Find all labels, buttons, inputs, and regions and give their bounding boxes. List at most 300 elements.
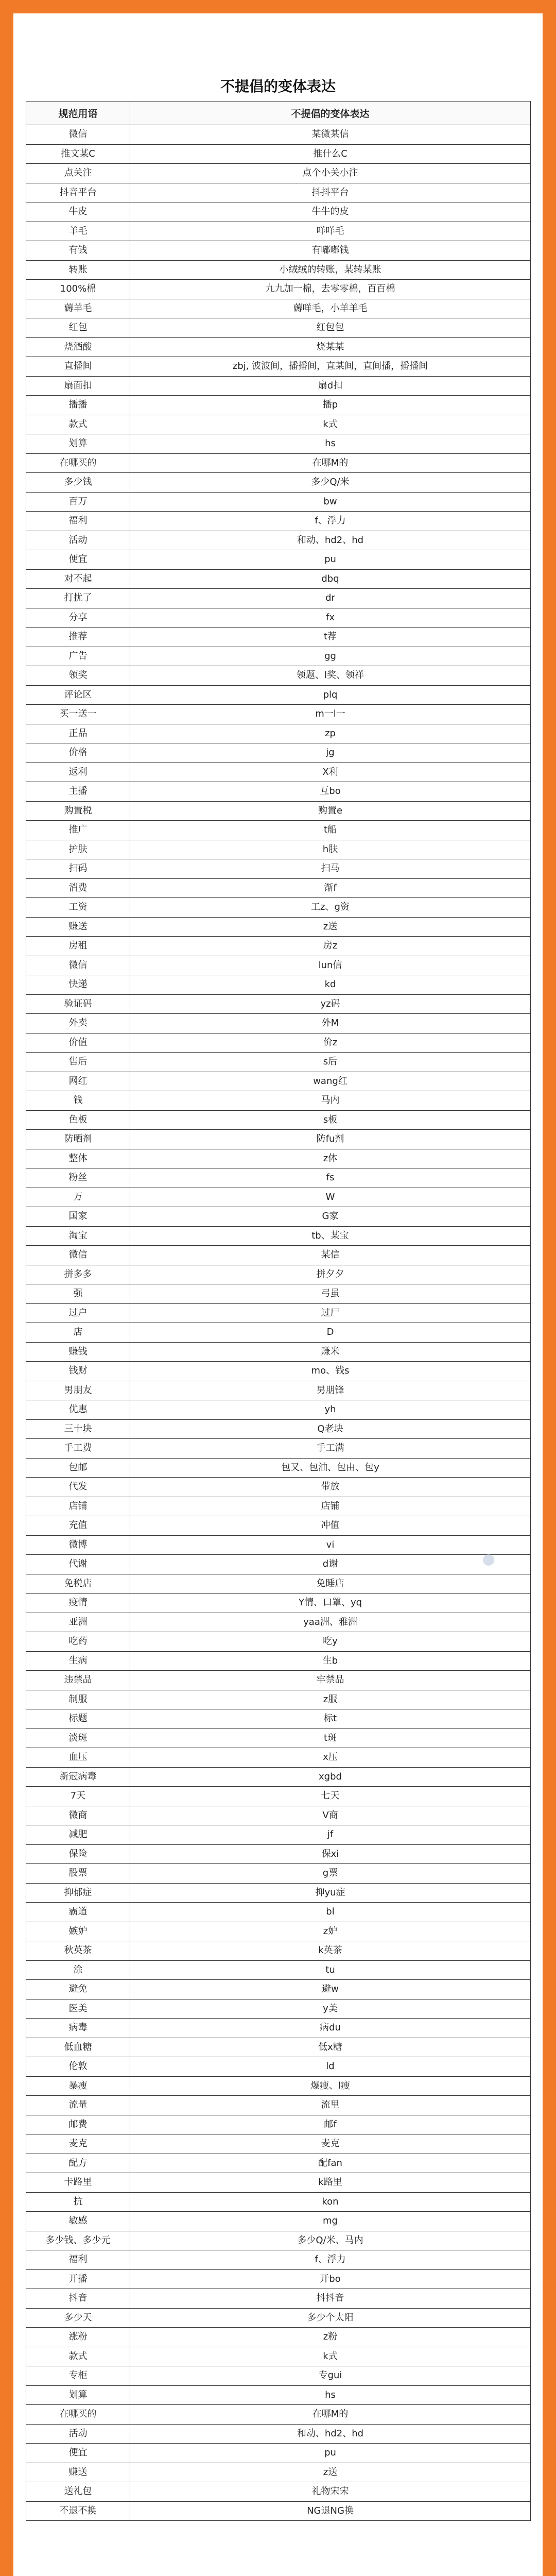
table-row [26,2463,531,2482]
table-row [26,1497,531,1516]
table-row [26,782,531,802]
table-row [26,685,531,705]
table-row [26,917,531,937]
standard-term-cell: 卡路里 [26,2173,130,2193]
standard-term-cell: 款式 [26,2347,130,2366]
standard-term-cell: 福利 [26,2250,130,2270]
table-row [26,415,531,434]
standard-term-cell: 避免 [26,1980,130,1999]
table-header-row [26,101,531,125]
variant-expression-cell: 互bo [130,782,531,802]
variant-expression-cell: mg [130,2212,531,2231]
variant-expression-cell: 有嘟嘟钱 [130,241,531,261]
standard-term-cell: 抖音平台 [26,183,130,202]
table-row [26,2212,531,2231]
variant-expression-cell: 和动、hd2、hd [130,531,531,550]
table-row [26,1265,531,1284]
standard-term-cell: 买一送一 [26,705,130,724]
standard-term-cell: 微博 [26,1535,130,1555]
variant-expression-cell: 生b [130,1651,531,1671]
variant-expression-cell: y美 [130,1999,531,2019]
variant-expression-cell: 多少个太阳 [130,2308,531,2328]
table-row [26,357,531,377]
standard-term-cell: 护肤 [26,840,130,859]
table-row [26,299,531,318]
variant-expression-cell: 牛牛的皮 [130,202,531,222]
table-row [26,492,531,512]
variant-expression-cell: 店铺 [130,1497,531,1516]
table-row [26,666,531,686]
standard-term-cell: 医美 [26,1999,130,2019]
standard-term-cell: 在哪买的 [26,453,130,473]
table-row [26,1574,531,1594]
table-row [26,724,531,743]
standard-term-cell: 福利 [26,512,130,531]
standard-term-cell: 羊毛 [26,222,130,241]
standard-term-cell: 推广 [26,821,130,840]
standard-term-cell: 房租 [26,937,130,956]
table-row [26,241,531,261]
variant-expression-cell: bl [130,1903,531,1922]
standard-term-cell: 代谢 [26,1555,130,1574]
table-row [26,1787,531,1806]
standard-term-cell: 微信 [26,956,130,975]
variant-expression-cell: f、浮力 [130,512,531,531]
table-row [26,1632,531,1652]
variant-expression-cell: 多少Q/米 [130,473,531,493]
variant-expression-cell: 标t [130,1709,531,1729]
variant-expression-cell: 购置e [130,801,531,821]
side-watermark [483,1554,523,1566]
variant-expression-cell: 冲值 [130,1516,531,1536]
variant-expression-cell: dr [130,589,531,608]
variant-expression-cell: tb、某宝 [130,1226,531,1246]
standard-term-cell: 充值 [26,1516,130,1536]
variant-expression-cell: 避w [130,1980,531,1999]
standard-term-cell: 评论区 [26,685,130,705]
standard-term-cell: 抖音 [26,2289,130,2309]
table-row [26,1246,531,1265]
table-row [26,1091,531,1111]
variant-expression-cell: f、浮力 [130,2250,531,2270]
table-row [26,1072,531,1091]
variant-expression-cell: 抑yu症 [130,1883,531,1903]
standard-term-cell: 暴瘦 [26,2076,130,2096]
table-row [26,1864,531,1884]
standard-term-cell: 多少钱 [26,473,130,493]
table-row [26,840,531,859]
standard-term-cell: 亚洲 [26,1613,130,1632]
variant-expression-cell: 赚米 [130,1342,531,1362]
table-row [26,743,531,763]
variant-expression-cell: z体 [130,1149,531,1168]
standard-term-cell: 色板 [26,1110,130,1130]
table-row [26,2385,531,2405]
standard-term-cell: 涂 [26,1960,130,1980]
table-row [26,1651,531,1671]
table-row [26,473,531,493]
table-row [26,2444,531,2463]
standard-term-cell: 薅羊毛 [26,299,130,318]
table-row [26,2038,531,2057]
standard-term-cell: 店 [26,1323,130,1343]
table-row [26,396,531,415]
table-row [26,144,531,164]
variant-expression-cell: 抖抖平台 [130,183,531,202]
table-row [26,821,531,840]
variant-expression-cell: jg [130,743,531,763]
standard-term-cell: 赚送 [26,2463,130,2482]
variant-expression-cell: 在哪M的 [130,2405,531,2425]
table-row [26,550,531,570]
table-row [26,1999,531,2019]
standard-term-cell: 霸道 [26,1903,130,1922]
standard-term-cell: 售后 [26,1053,130,1072]
standard-term-cell: 推荐 [26,628,130,647]
table-row [26,1613,531,1632]
table-row [26,705,531,724]
table-body [26,125,531,2521]
variant-expression-cell: G家 [130,1207,531,1227]
variant-expression-cell: 流里 [130,2096,531,2115]
variant-expression-cell: 价z [130,1033,531,1053]
standard-term-cell: 网红 [26,1072,130,1091]
table-row [26,1130,531,1149]
variant-expression-cell: 播p [130,396,531,415]
variant-expression-cell: tu [130,1960,531,1980]
standard-term-cell: 外卖 [26,1014,130,1033]
standard-term-cell: 麦克 [26,2134,130,2154]
variant-expression-cell: 某信 [130,1246,531,1265]
standard-term-cell: 嫉妒 [26,1922,130,1941]
standard-term-cell: 专柜 [26,2366,130,2386]
table-row [26,1342,531,1362]
variant-expression-cell: 房z [130,937,531,956]
variant-expression-cell: W [130,1188,531,1207]
standard-term-cell: 直播间 [26,357,130,377]
table-row [26,376,531,396]
standard-term-cell: 扫码 [26,859,130,879]
table-row [26,183,531,202]
variant-expression-cell: 扇d扣 [130,376,531,396]
standard-term-cell: 划算 [26,2385,130,2405]
standard-term-cell: 购置税 [26,801,130,821]
table-row [26,1767,531,1787]
table-row [26,202,531,222]
standard-term-cell: 扇面扣 [26,376,130,396]
table-row [26,1400,531,1420]
variant-expression-cell: D [130,1323,531,1343]
variant-expression-cell: 和动、hd2、hd [130,2424,531,2444]
variant-expression-cell: 外M [130,1014,531,1033]
table-row [26,318,531,338]
table-row [26,1323,531,1343]
table-row [26,1709,531,1729]
table-row [26,260,531,280]
standard-term-cell: 手工费 [26,1439,130,1459]
standard-term-cell: 微信 [26,125,130,145]
standard-term-cell: 抑郁症 [26,1883,130,1903]
table-row [26,859,531,879]
table-row [26,1748,531,1768]
table-row [26,1844,531,1864]
standard-term-cell: 有钱 [26,241,130,261]
table-row [26,2308,531,2328]
standard-term-cell: 消费 [26,878,130,898]
variant-expression-cell: m一l一 [130,705,531,724]
table-row [26,2328,531,2347]
standard-term-cell: 疫情 [26,1594,130,1613]
table-row [26,337,531,357]
table-row [26,1922,531,1941]
table-row [26,898,531,918]
standard-term-cell: 保险 [26,1844,130,1864]
variant-expression-cell: 免睡店 [130,1574,531,1594]
variant-expression-cell: 麦克 [130,2134,531,2154]
standard-term-cell: 快递 [26,975,130,995]
standard-term-cell: 微商 [26,1806,130,1825]
standard-term-cell: 在哪买的 [26,2405,130,2425]
variant-expression-cell: 礼物宋宋 [130,2482,531,2502]
variant-expression-cell: kon [130,2192,531,2212]
standard-term-cell: 防晒剂 [26,1130,130,1149]
table-row [26,2250,531,2270]
variant-expression-cell: wang红 [130,1072,531,1091]
table-row [26,1728,531,1748]
table-row [26,2347,531,2366]
variant-expression-cell: yh [130,1400,531,1420]
variant-expression-cell: 保xi [130,1844,531,1864]
table-row [26,1535,531,1555]
standard-term-cell: 价值 [26,1033,130,1053]
standard-term-cell: 领奖 [26,666,130,686]
variant-expression-cell: 红包包 [130,318,531,338]
standard-term-cell: 制服 [26,1690,130,1709]
table-row [26,2173,531,2193]
standard-term-cell: 钱 [26,1091,130,1111]
standard-term-cell: 正品 [26,724,130,743]
variant-expression-cell: zp [130,724,531,743]
variant-expression-cell: z服 [130,1690,531,1709]
standard-term-cell: 男朋友 [26,1381,130,1400]
table-row [26,1033,531,1053]
variant-expression-cell: dbq [130,569,531,589]
variant-expression-cell: t荐 [130,628,531,647]
standard-term-cell: 优惠 [26,1400,130,1420]
variant-expression-cell: s板 [130,1110,531,1130]
standard-term-cell: 包邮 [26,1458,130,1478]
variant-expression-cell: 领题、l奖、领祥 [130,666,531,686]
table-row [26,878,531,898]
standard-term-cell: 涨粉 [26,2328,130,2347]
variant-expression-cell: 牢禁品 [130,1671,531,1690]
variant-expression-cell: x压 [130,1748,531,1768]
standard-term-cell: 转账 [26,260,130,280]
variant-expression-cell: hs [130,2385,531,2405]
table-row [26,2096,531,2115]
standard-term-cell: 万 [26,1188,130,1207]
table-row [26,1806,531,1825]
variant-expression-cell: jf [130,1825,531,1845]
variant-expression-cell: zbj, 波波间，播播间，直某间，直间播，播播间 [130,357,531,377]
variant-expression-cell: 低x糖 [130,2038,531,2057]
variant-expression-cell: 包又、包油、包由、包y [130,1458,531,1478]
variant-expression-cell: 渐f [130,878,531,898]
variant-expression-cell: 某微某信 [130,125,531,145]
table-row [26,801,531,821]
variant-expression-cell: bw [130,492,531,512]
variant-expression-cell: 爆瘦、l瘦 [130,2076,531,2096]
standard-term-cell: 100%棉 [26,280,130,299]
standard-term-cell: 钱财 [26,1362,130,1381]
standard-term-cell: 病毒 [26,2019,130,2038]
standard-term-cell: 划算 [26,434,130,454]
table-row [26,280,531,299]
column-header-variant-expression: 不提倡的变体表达 [130,101,531,125]
table-row [26,222,531,241]
variant-expression-cell: g票 [130,1864,531,1884]
standard-term-cell: 便宜 [26,2444,130,2463]
standard-term-cell: 多少天 [26,2308,130,2328]
standard-term-cell: 赚钱 [26,1342,130,1362]
variant-expression-cell: k式 [130,2347,531,2366]
standard-term-cell: 邮费 [26,2115,130,2134]
standard-term-cell: 推文某C [26,144,130,164]
table-row [26,2019,531,2038]
variant-expression-cell: 开bo [130,2269,531,2289]
standard-term-cell: 秋英茶 [26,1941,130,1961]
content-card [13,13,543,2576]
table-row [26,2405,531,2425]
variant-expression-cell: kd [130,975,531,995]
standard-term-cell: 烧酒酸 [26,337,130,357]
variant-expression-cell: k式 [130,415,531,434]
variant-expression-cell: 配fan [130,2154,531,2173]
standard-term-cell: 生病 [26,1651,130,1671]
table-row [26,975,531,995]
standard-term-cell: 违禁品 [26,1671,130,1690]
table-row [26,1671,531,1690]
standard-term-cell: 低血糖 [26,2038,130,2057]
table-row [26,2231,531,2250]
standard-term-cell: 活动 [26,2424,130,2444]
variant-expression-cell: 咩咩毛 [130,222,531,241]
table-row [26,1941,531,1961]
variant-expression-cell: gg [130,647,531,666]
variant-expression-cell: fx [130,608,531,628]
table-row [26,453,531,473]
table-row [26,1980,531,1999]
standard-term-cell: 过户 [26,1303,130,1323]
table-row [26,2154,531,2173]
standard-term-cell: 三十块 [26,1419,130,1439]
standard-term-cell: 验证码 [26,994,130,1014]
standard-term-cell: 血压 [26,1748,130,1768]
variant-expression-cell: yz码 [130,994,531,1014]
standard-term-cell: 强 [26,1284,130,1304]
table-row [26,531,531,550]
table-row [26,628,531,647]
table-row [26,1883,531,1903]
table-row [26,1053,531,1072]
table-row [26,1188,531,1207]
variant-expression-cell: 七天 [130,1787,531,1806]
table-row [26,434,531,454]
watermark-icon [483,1554,494,1566]
table-row [26,2192,531,2212]
variant-expression-cell: 弓虽 [130,1284,531,1304]
variant-expression-cell: z送 [130,917,531,937]
table-row [26,956,531,975]
standard-term-cell: 整体 [26,1149,130,1168]
table-row [26,1149,531,1168]
standard-term-cell: 价格 [26,743,130,763]
variant-expression-cell: z送 [130,2463,531,2482]
table-row [26,2134,531,2154]
table-row [26,512,531,531]
variant-expression-cell: k路里 [130,2173,531,2193]
standard-term-cell: 广告 [26,647,130,666]
variant-expression-cell: 男朋锋 [130,1381,531,1400]
standard-term-cell: 抗 [26,2192,130,2212]
variant-expression-cell: 九九加一棉，去零零棉，百百棉 [130,280,531,299]
variant-expression-cell: 在哪M的 [130,453,531,473]
standard-term-cell: 开播 [26,2269,130,2289]
standard-term-cell: 配方 [26,2154,130,2173]
standard-term-cell: 淘宝 [26,1226,130,1246]
table-row [26,1555,531,1574]
variant-expression-cell: mo、钱s [130,1362,531,1381]
standard-term-cell: 流量 [26,2096,130,2115]
standard-term-cell: 新冠病毒 [26,1767,130,1787]
variant-expression-cell: 点个小关小注 [130,164,531,183]
table-row [26,1110,531,1130]
standard-term-cell: 多少钱、多少元 [26,2231,130,2250]
variant-expression-cell: fs [130,1168,531,1188]
standard-term-cell: 牛皮 [26,202,130,222]
standard-term-cell: 国家 [26,1207,130,1227]
standard-term-cell: 微信 [26,1246,130,1265]
standard-term-cell: 点关注 [26,164,130,183]
table-row [26,2424,531,2444]
column-header-standard-term: 规范用语 [26,101,130,125]
table-row [26,1439,531,1459]
variant-expression-cell: X利 [130,762,531,782]
variant-expression-cell: z粉 [130,2328,531,2347]
table-row [26,589,531,608]
table-row [26,2269,531,2289]
table-row [26,1594,531,1613]
table-row [26,1960,531,1980]
variant-expression-cell: z妒 [130,1922,531,1941]
standard-term-cell: 红包 [26,318,130,338]
variant-expression-cell: 手工满 [130,1439,531,1459]
table-row [26,1014,531,1033]
variant-expression-cell: 病du [130,2019,531,2038]
table-row [26,1207,531,1227]
table-row [26,1362,531,1381]
standard-term-cell: 代发 [26,1478,130,1497]
standard-term-cell: 粉丝 [26,1168,130,1188]
table-row [26,1478,531,1497]
variant-expression-cell: 带放 [130,1478,531,1497]
standard-term-cell: 播播 [26,396,130,415]
table-row [26,2366,531,2386]
terms-table-wrapper [26,101,530,2521]
standard-term-cell: 活动 [26,531,130,550]
table-row [26,1381,531,1400]
variant-expression-cell: Y情、口罩、yq [130,1594,531,1613]
